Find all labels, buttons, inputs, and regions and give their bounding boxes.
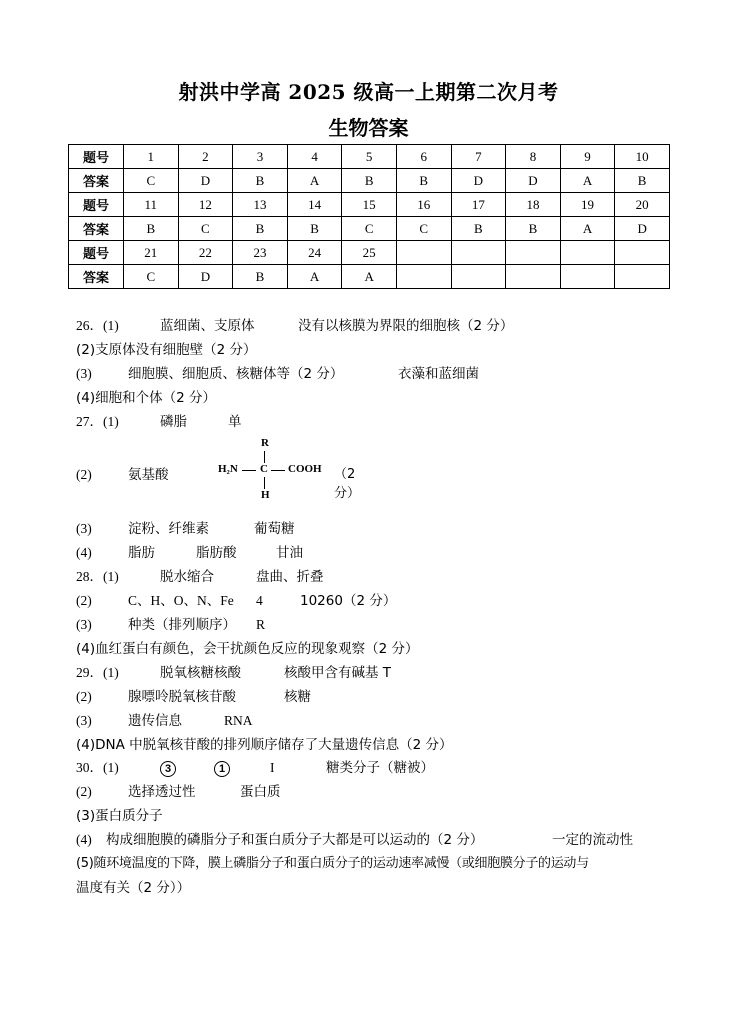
circled-3-icon: 3	[160, 761, 176, 777]
table-cell	[451, 241, 506, 265]
table-cell: D	[506, 169, 561, 193]
answer-table	[68, 144, 670, 289]
table-cell: A	[342, 265, 397, 289]
table-cell: 24	[287, 241, 342, 265]
table-cell: 14	[287, 193, 342, 217]
q27-line-4: (4) 脂肪 脂肪酸 甘油	[76, 545, 303, 561]
page-title: 射洪中学高 2025 级高一上期第二次月考	[178, 80, 559, 104]
table-cell: 7	[451, 145, 506, 169]
q29-line-2: (2) 腺嘌呤脱氧核苷酸 核糖	[76, 689, 311, 705]
table-cell: C	[342, 217, 397, 241]
q26-line-1: 26．(1) 蓝细菌、支原体 没有以核膜为界限的细胞核（2 分）	[76, 318, 514, 334]
table-cell: B	[451, 217, 506, 241]
table-cell: 16	[396, 193, 451, 217]
table-cell: 12	[178, 193, 233, 217]
q30-line-5: (5)随环境温度的下降，膜上磷脂分子和蛋白质分子的运动速率减慢（或细胞膜分子的运动与	[76, 856, 589, 871]
table-cell: A	[560, 217, 615, 241]
table-cell	[451, 265, 506, 289]
row-label: 题号	[69, 193, 124, 217]
row-label: 题号	[69, 241, 124, 265]
table-cell	[396, 241, 451, 265]
table-cell: D	[451, 169, 506, 193]
circled-1-icon: 1	[214, 761, 230, 777]
table-cell: 25	[342, 241, 397, 265]
table-cell: A	[560, 169, 615, 193]
table-cell	[560, 241, 615, 265]
q29-line-1: 29．(1) 脱氧核糖核酸 核酸甲含有碱基 T	[76, 665, 392, 681]
q30-line-3: (3)蛋白质分子	[76, 808, 163, 824]
q27-line-1: 27．(1) 磷脂 单	[76, 414, 242, 430]
q28-line-2: (2) C、H、O、N、Fe 4 10260（2 分）	[76, 593, 397, 609]
q30-line-2: (2) 选择透过性 蛋白质	[76, 784, 281, 800]
table-cell: 13	[233, 193, 288, 217]
table-row	[69, 193, 670, 217]
table-cell: 2	[178, 145, 233, 169]
table-cell: 1	[124, 145, 179, 169]
q27-line-3: (3) 淀粉、纤维素 葡萄糖	[76, 521, 295, 537]
table-cell	[506, 241, 561, 265]
q29-line-3: (3) 遗传信息 RNA	[76, 713, 253, 729]
table-cell: B	[124, 217, 179, 241]
table-cell	[506, 265, 561, 289]
table-cell: B	[342, 169, 397, 193]
table-cell: D	[178, 169, 233, 193]
table-row	[69, 217, 670, 241]
table-cell: C	[178, 217, 233, 241]
table-cell: A	[287, 169, 342, 193]
table-cell: 19	[560, 193, 615, 217]
table-cell: D	[615, 217, 670, 241]
q30-line-1: 30．(1) 3 1 I 糖类分子（糖被）	[76, 760, 434, 776]
table-row	[69, 145, 670, 169]
table-cell: B	[233, 217, 288, 241]
row-label: 答案	[69, 169, 124, 193]
table-cell	[560, 265, 615, 289]
q29-line-4: (4)DNA 中脱氧核苷酸的排列顺序储存了大量遗传信息（2 分）	[76, 737, 453, 753]
q26-line-4: (4)细胞和个体（2 分）	[76, 390, 217, 406]
table-cell: D	[178, 265, 233, 289]
row-label: 答案	[69, 265, 124, 289]
table-cell: 8	[506, 145, 561, 169]
table-cell: B	[233, 169, 288, 193]
table-cell: 9	[560, 145, 615, 169]
table-cell	[615, 241, 670, 265]
q26-line-3: (3) 细胞膜、细胞质、核糖体等（2 分） 衣藻和蓝细菌	[76, 366, 479, 382]
table-cell: 22	[178, 241, 233, 265]
q28-line-3: (3) 种类（排列顺序） R	[76, 617, 266, 633]
q27-line-2: (2) 氨基酸	[76, 467, 169, 483]
table-cell: 20	[615, 193, 670, 217]
table-cell	[396, 265, 451, 289]
table-cell	[615, 265, 670, 289]
table-cell: B	[287, 217, 342, 241]
table-cell: 5	[342, 145, 397, 169]
q26-line-2: (2)支原体没有细胞壁（2 分）	[76, 342, 257, 358]
table-row	[69, 265, 670, 289]
table-cell: A	[287, 265, 342, 289]
q28-line-1: 28．(1) 脱水缩合 盘曲、折叠	[76, 569, 324, 585]
table-cell: C	[396, 217, 451, 241]
q30-line-4: (4) 构成细胞膜的磷脂分子和蛋白质分子大都是可以运动的（2 分） 一定的流动性	[76, 832, 633, 848]
table-cell: B	[233, 265, 288, 289]
table-cell: 10	[615, 145, 670, 169]
table-row	[69, 169, 670, 193]
row-label: 题号	[69, 145, 124, 169]
q30-line-6: 温度有关（2 分））	[76, 880, 191, 896]
table-cell: 4	[287, 145, 342, 169]
table-cell: 6	[396, 145, 451, 169]
table-cell: B	[615, 169, 670, 193]
amino-acid-structure: R H₂N C COOH （2 分） H	[218, 437, 361, 501]
table-cell: 11	[124, 193, 179, 217]
q28-line-4: (4)血红蛋白有颜色，会干扰颜色反应的现象观察（2 分）	[76, 641, 419, 657]
table-cell: 17	[451, 193, 506, 217]
table-row	[69, 241, 670, 265]
table-cell: 3	[233, 145, 288, 169]
table-cell: 23	[233, 241, 288, 265]
table-cell: C	[124, 169, 179, 193]
table-cell: B	[396, 169, 451, 193]
table-cell: C	[124, 265, 179, 289]
table-cell: 15	[342, 193, 397, 217]
table-cell: 18	[506, 193, 561, 217]
row-label: 答案	[69, 217, 124, 241]
table-cell: B	[506, 217, 561, 241]
table-cell: 21	[124, 241, 179, 265]
page-subtitle: 生物答案	[328, 116, 409, 140]
